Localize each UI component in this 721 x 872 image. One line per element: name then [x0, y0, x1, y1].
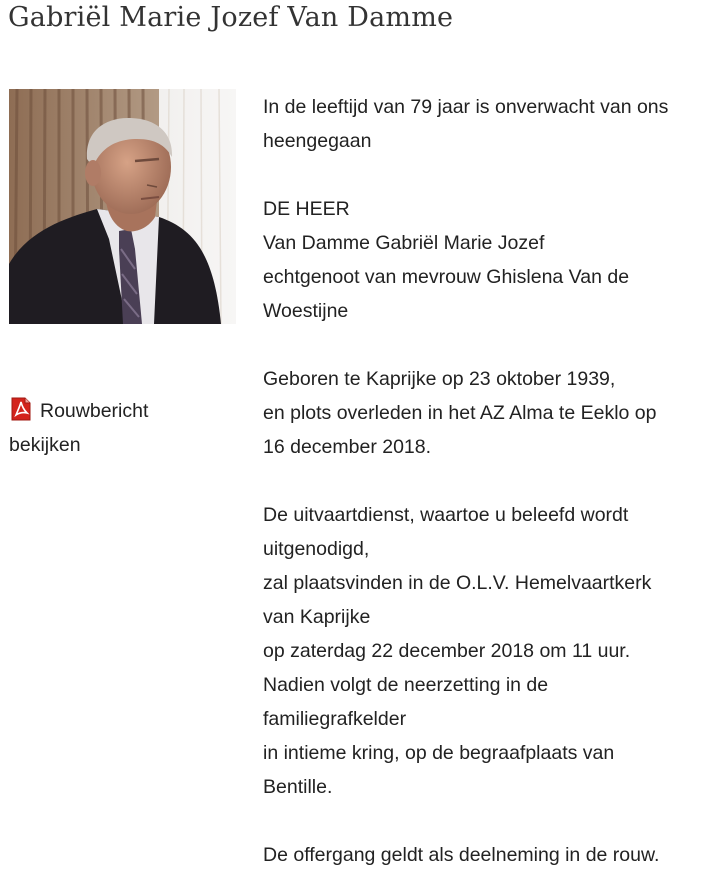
view-obituary-link[interactable]: [9, 394, 239, 462]
obituary-dates: Geboren te Kaprijke op 23 oktober 1939, en plots overleden in het AZ Alma te Eeklo op 16 december 2018.: [263, 368, 657, 458]
pdf-icon: [9, 397, 33, 421]
view-obituary-label-1: Rouwbericht: [40, 400, 149, 422]
obituary-person: DE HEER Van Damme Gabriël Marie Jozef echtgenoot van mevrouw Ghislena Van de Woestijne: [263, 198, 630, 322]
view-obituary-label-2: bekijken: [9, 434, 81, 456]
portrait-photo: [9, 89, 236, 324]
obituary-closing: De offergang geldt als deelneming in de rouw.: [263, 844, 660, 866]
obituary-text: [263, 90, 719, 872]
obituary-funeral: De uitvaartdienst, waartoe u beleefd wordt uitgenodigd, zal plaatsvinden in de O.L.V. Hemelvaartkerk van Kaprijke op zaterdag 22 december 2018 om 11 uur. Nadien volgt de neerzetting in de familiegrafkelder in intieme kring, op de begraafplaats van Bentille.: [263, 504, 652, 798]
page-title: Gabriël Marie Jozef Van Damme: [8, 2, 454, 33]
obituary-intro: In de leeftijd van 79 jaar is onverwacht van ons heengegaan: [263, 96, 669, 152]
